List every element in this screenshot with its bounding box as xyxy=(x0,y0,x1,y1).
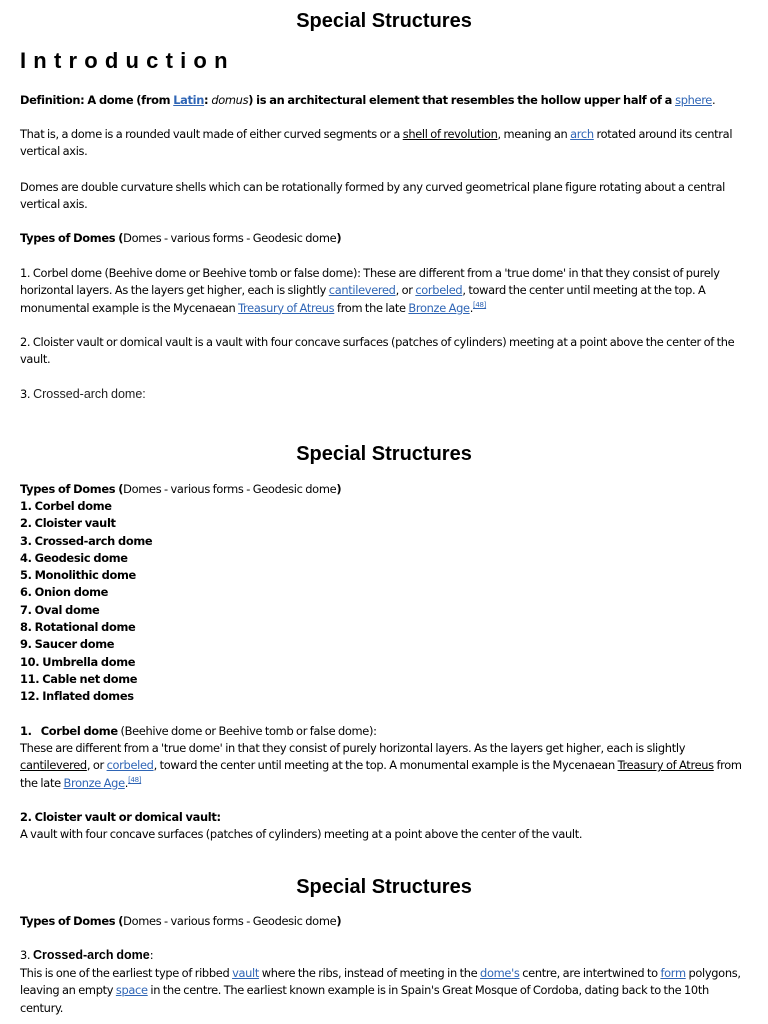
section-heading: Special Structures xyxy=(296,876,472,898)
text-run: These are different from a 'true dome' in that they consist of purely horizontal layers. As the layers get higher, each is slightly xyxy=(20,741,686,755)
corbel-dome-title xyxy=(20,723,748,740)
text-run: from the late xyxy=(334,300,409,315)
dome-types-list xyxy=(20,498,748,706)
underlined-term: Treasury of Atreus xyxy=(617,758,714,773)
text-run: Domes - various forms - Geodesic dome xyxy=(123,914,337,928)
text-run: rotated around its central vertical axis. xyxy=(20,127,733,159)
text-run: A dome (from xyxy=(84,93,174,107)
list-item: 10. Umbrella dome xyxy=(20,654,136,669)
text-run: . xyxy=(124,775,129,790)
list-item: 8. Rotational dome xyxy=(20,620,136,635)
reference-link[interactable]: [48] xyxy=(128,775,142,784)
text-run: ) is an architectural element that resembles the hollow upper half of a xyxy=(248,93,676,107)
text-run: ) xyxy=(336,914,342,928)
types-of-domes-label xyxy=(20,481,748,498)
text-run: where the ribs, instead of meeting in the xyxy=(259,966,481,980)
text-run: 1. xyxy=(20,724,41,738)
text-run: polygons, leaving an empty xyxy=(20,966,741,998)
text-run: Crossed-arch dome: xyxy=(30,387,146,401)
text-run: Domes - various forms - Geodesic dome xyxy=(123,231,337,245)
text-run: : xyxy=(149,948,154,962)
text-run: : xyxy=(204,93,212,107)
text-run: Types of Domes ( xyxy=(20,914,124,928)
text-run: , meaning an xyxy=(497,127,571,141)
cloister-vault-description: A vault with four concave surfaces (patches of cylinders) meeting at a point above the center of the vault. xyxy=(20,827,583,841)
text-run: Types of Domes ( xyxy=(20,231,124,245)
paragraph-corbel-dome xyxy=(20,265,748,317)
paragraph-cloister-vault: 2. Cloister vault or domical vault is a vault with four concave surfaces (patches of cylinders) meeting at a point above the center of the vault. xyxy=(20,335,735,367)
text-run: Corbel dome xyxy=(40,724,118,738)
list-item: 6. Onion dome xyxy=(20,585,109,600)
introduction-heading: Introduction xyxy=(20,48,235,73)
reference-link[interactable]: [48] xyxy=(473,300,487,309)
text-run: , or xyxy=(86,758,107,773)
underlined-term: cantilevered xyxy=(20,758,87,773)
link-corbeled[interactable]: corbeled xyxy=(415,283,463,298)
text-run: ) xyxy=(336,482,342,496)
text-run: from the late xyxy=(20,758,742,790)
text-run: , or xyxy=(395,283,416,298)
link-space[interactable]: space xyxy=(115,983,148,998)
link-vault[interactable]: vault xyxy=(232,966,260,980)
section-heading: Special Structures xyxy=(296,443,472,465)
text-run: This is one of the earliest type of ribbed xyxy=(20,966,233,980)
text-run: centre, are intertwined to xyxy=(519,966,661,980)
text-run: Crossed-arch dome xyxy=(32,948,150,962)
crossed-arch-title xyxy=(20,947,748,964)
text-run: . xyxy=(712,93,716,107)
list-item: 9. Saucer dome xyxy=(20,637,115,652)
link-arch[interactable]: arch xyxy=(570,127,594,141)
paragraph-rounded-vault xyxy=(20,126,748,161)
text-run: Domes - various forms - Geodesic dome xyxy=(123,482,337,496)
link-domes[interactable]: dome's xyxy=(480,966,520,980)
list-item: 7. Oval dome xyxy=(20,602,100,617)
text-run: , toward the center until meeting at the top. A monumental example is the Mycenaean xyxy=(20,283,706,315)
definition-paragraph xyxy=(20,92,748,109)
list-item: 2. Cloister vault xyxy=(20,516,116,531)
list-item: 3. Crossed-arch dome xyxy=(20,533,153,548)
list-item: 11. Cable net dome xyxy=(20,671,138,686)
link-bronze-age[interactable]: Bronze Age xyxy=(63,775,125,790)
text-run: ) xyxy=(336,231,342,245)
list-item: 5. Monolithic dome xyxy=(20,568,136,583)
text-run: in the centre. The earliest known example is in Spain's Great Mosque of Cordoba, dating back to the 10th century. xyxy=(20,983,709,1015)
link-form[interactable]: form xyxy=(660,966,686,980)
text-run: That is, a dome is a rounded vault made of either curved segments or a xyxy=(20,127,403,141)
text-run: , toward the center until meeting at the top. A monumental example is the Mycenaean xyxy=(153,758,618,773)
types-of-domes-label xyxy=(20,913,748,930)
link-sphere[interactable]: sphere xyxy=(675,93,712,107)
text-run: 3. xyxy=(20,948,33,962)
link-cantilevered[interactable]: cantilevered xyxy=(328,283,396,298)
types-of-domes-label xyxy=(20,230,748,247)
text-run: . xyxy=(469,300,473,315)
paragraph-double-curvature: Domes are double curvature shells which can be rotationally formed by any curved geometrical plane figure rotating about a central vertical axis. xyxy=(20,180,725,212)
text-run: (Beehive dome or Beehive tomb or false dome): xyxy=(117,724,377,738)
definition-label: Definition: xyxy=(20,93,85,107)
section-heading: Special Structures xyxy=(296,10,472,32)
paragraph-crossed-arch xyxy=(20,386,748,403)
list-item: 4. Geodesic dome xyxy=(20,550,128,565)
cloister-vault-title: 2. Cloister vault or domical vault: xyxy=(20,810,221,824)
text-run: domus xyxy=(211,93,249,107)
text-run: 3. xyxy=(20,387,31,401)
corbel-dome-description xyxy=(20,740,748,792)
underlined-term: shell of revolution xyxy=(402,127,498,141)
text-run: Types of Domes ( xyxy=(20,482,124,496)
link-bronze-age[interactable]: Bronze Age xyxy=(408,300,470,315)
link-treasury-of-atreus[interactable]: Treasury of Atreus xyxy=(238,300,335,315)
text-run: 1. Corbel dome (Beehive dome or Beehive tomb or false dome): These are different from a 'true dome' in that they consist of purely horizontal layers. As the layers get higher, each is slightly xyxy=(20,266,720,298)
crossed-arch-description xyxy=(20,965,748,1017)
link-corbeled[interactable]: corbeled xyxy=(106,758,154,773)
link-latin[interactable]: Latin xyxy=(173,93,205,107)
list-item: 1. Corbel dome xyxy=(20,499,112,513)
list-item: 12. Inflated domes xyxy=(20,689,134,704)
